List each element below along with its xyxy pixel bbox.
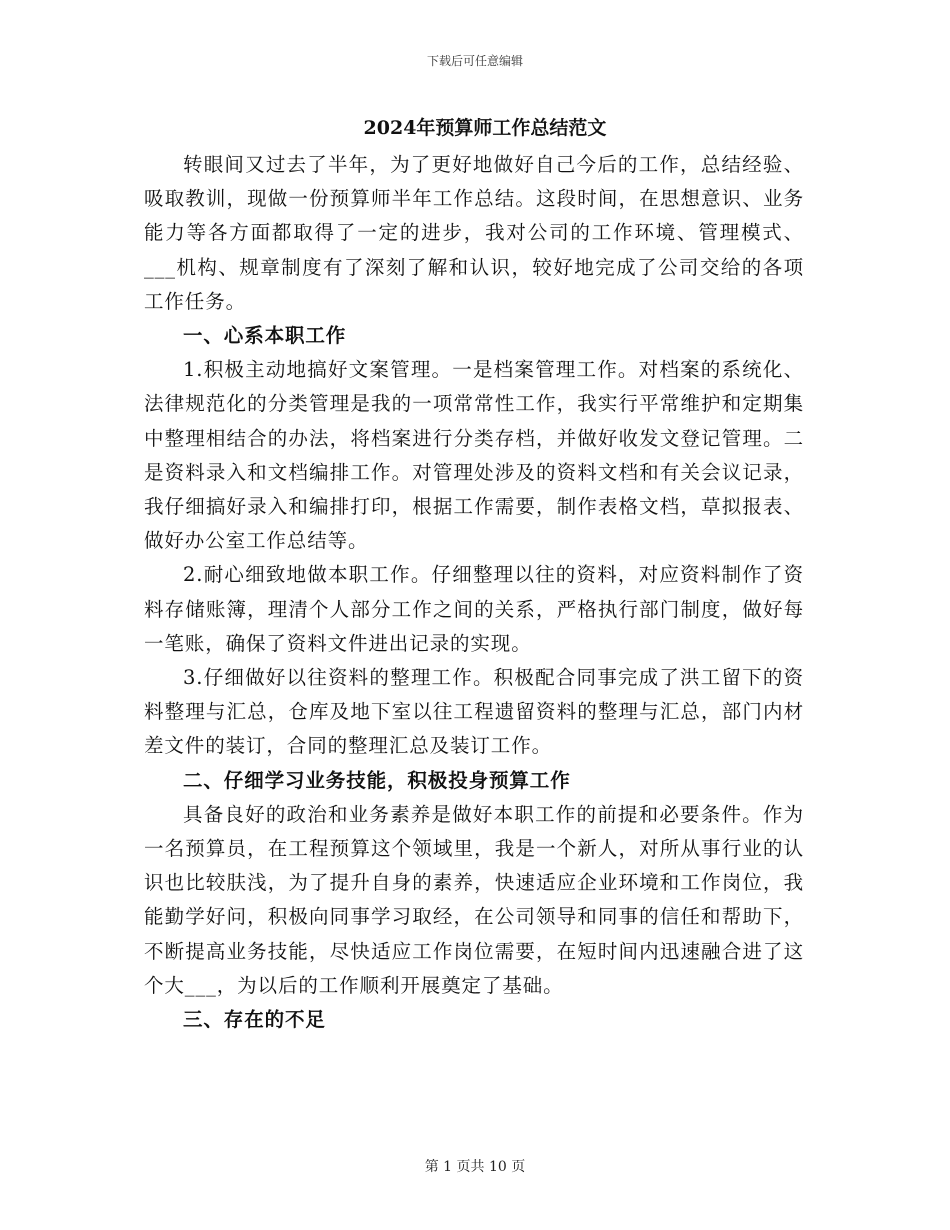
section-heading-3: 三、存在的不足 (183, 1008, 326, 1032)
section-heading-2: 二、仔细学习业务技能，积极投身预算工作 (183, 768, 571, 792)
paragraph-item-3: 3.仔细做好以往资料的整理工作。积极配合同事完成了洪工留下的资料整理与汇总，仓库及地下室以往工程遗留资料的整理与汇总，部门内材差文件的装订，合同的整理汇总及装订工作。 (144, 666, 804, 758)
intro-paragraph: 转眼间又过去了半年，为了更好地做好自己今后的工作，总结经验、吸取教训，现做一份预算师半年工作总结。这段时间，在思想意识、业务能力等各方面都取得了一定的进步，我对公司的工作环境、管理模式、___机构、规章制度有了深刻了解和认识，较好地完成了公司交给的各项工作任务。 (144, 153, 804, 313)
document-body (144, 148, 804, 1037)
page-number-footer: 第 1 页共 10 页 (424, 1159, 526, 1175)
paragraph-item-2: 2.耐心细致地做本职工作。仔细整理以往的资料，对应资料制作了资料存储账簿，理清个人部分工作之间的关系，严格执行部门制度，做好每一笔账，确保了资料文件进出记录的实现。 (144, 563, 804, 655)
paragraph-item-1: 1.积极主动地搞好文案管理。一是档案管理工作。对档案的系统化、法律规范化的分类管理是我的一项常常性工作，我实行平常维护和定期集中整理相结合的办法，将档案进行分类存档，并做好收发文登记管理。二是资料录入和文档编排工作。对管理处涉及的资料文档和有关会议记录，我仔细搞好录入和编排打印，根据工作需要，制作表格文档，草拟报表、做好办公室工作总结等。 (144, 358, 804, 553)
document-title: 2024年预算师工作总结范文 (363, 117, 607, 139)
paragraph-skills: 具备良好的政治和业务素养是做好本职工作的前提和必要条件。作为一名预算员，在工程预算这个领域里，我是一个新人，对所从事行业的认识也比较肤浅，为了提升自身的素养，快速适应企业环境和工作岗位，我能勤学好问，积极向同事学习取经，在公司领导和同事的信任和帮助下，不断提高业务技能，尽快适应工作岗位需要，在短时间内迅速融合进了这个大___，为以后的工作顺利开展奠定了基础。 (144, 802, 804, 997)
section-heading-1: 一、心系本职工作 (183, 324, 347, 348)
page-header-note: 下载后可任意编辑 (426, 54, 523, 68)
